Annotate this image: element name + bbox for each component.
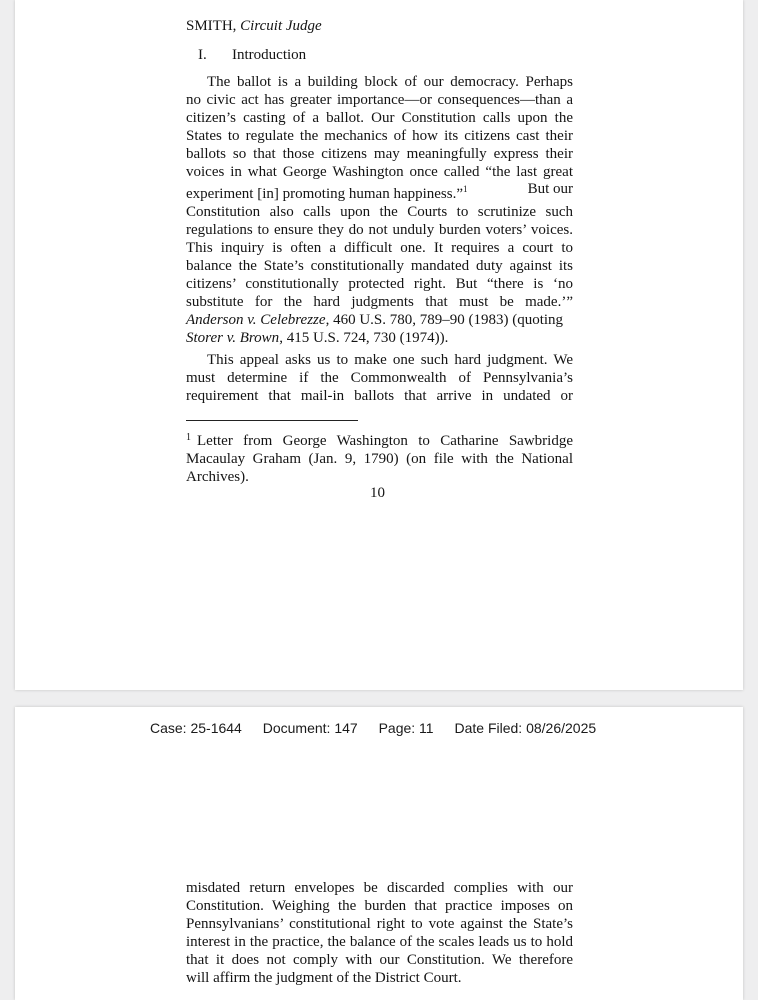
text-line: Pennsylvanians’ constitutional right to vote against the State’s — [186, 915, 573, 932]
text-line: substitute for the hard judgments that must be made.’” — [186, 293, 573, 310]
footnote-text: Letter from George Washington to Catharine Sawbridge — [197, 433, 573, 449]
document-page-10 — [15, 0, 743, 690]
section-title: Introduction — [232, 47, 307, 63]
footnote — [186, 429, 573, 486]
text-line: that it does not comply with our Constitution. We therefore — [186, 951, 573, 968]
footnote-line: Archives). — [186, 469, 249, 485]
text-line: interest in the practice, the balance of the scales leads us to hold — [186, 933, 573, 950]
footnote-number: 1 — [186, 432, 191, 443]
text-line: requirement that mail-in ballots that arrive in undated or — [186, 387, 573, 404]
text-line: The ballot is a building block of our democracy. Perhaps — [207, 74, 573, 90]
section-heading — [198, 47, 306, 64]
citation-line — [186, 312, 573, 330]
citation-line — [186, 330, 573, 348]
intro-paragraph-2 — [186, 352, 573, 406]
date-filed: Date Filed: 08/26/2025 — [454, 720, 597, 736]
footnote-ref[interactable]: 1 — [463, 184, 468, 195]
text-line: States to regulate the mechanics of how its citizens cast their — [186, 127, 573, 144]
judge-name: SMITH, — [186, 18, 237, 34]
case-number: Case: 25-1644 — [150, 720, 242, 736]
citation-text: , 460 U.S. 780, 789–90 (1983) (quoting — [325, 311, 564, 328]
document-page-11 — [15, 707, 743, 1000]
text-line: Constitution also calls upon the Courts to scrutinize such — [186, 204, 573, 221]
text-line: This inquiry is often a difficult one. It requires a court to — [186, 240, 573, 257]
footnote-line: Macaulay Graham (Jan. 9, 1790) (on file with the National — [186, 451, 573, 467]
text-line-with-footnote — [186, 181, 573, 204]
text-line: no civic act has greater importance—or consequences—than a — [186, 91, 573, 108]
text-line-tail: But our — [527, 181, 573, 198]
text-line: regulations to ensure they do not unduly burden voters’ voices. — [186, 222, 573, 239]
judge-title: Circuit Judge — [240, 18, 322, 34]
text-line: citizens’ constitutionally protected right. But “there is ‘no — [186, 275, 573, 292]
section-number: I. — [198, 47, 207, 63]
text-line: misdated return envelopes be discarded complies with our — [186, 880, 573, 896]
footnote-divider — [186, 420, 358, 421]
footnote-line — [186, 429, 573, 450]
intro-paragraph-1 — [186, 74, 573, 348]
text-line: citizen’s casting of a ballot. Our Constitution calls upon the — [186, 109, 573, 126]
citation-text: , 415 U.S. 724, 730 (1974)). — [279, 329, 449, 346]
page-label: Page: 11 — [378, 720, 434, 736]
document-number: Document: 147 — [262, 720, 358, 736]
text-line: will affirm the judgment of the District Court. — [186, 969, 462, 986]
page-number: 10 — [370, 485, 385, 501]
filing-header — [150, 720, 613, 736]
case-name-storer: Storer v. Brown — [186, 329, 280, 346]
text-line: This appeal asks us to make one such hard judgment. We — [207, 352, 573, 368]
text-line: balance the State’s constitutionally mandated duty against its — [186, 258, 573, 275]
text-line: experiment [in] promoting human happiness.” — [186, 186, 464, 203]
text-line: ballots so that those citizens may meaningfully express their — [186, 145, 573, 162]
continued-paragraph — [186, 880, 573, 987]
text-line: must determine if the Commonwealth of Pennsylvania’s — [186, 369, 573, 386]
text-line: voices in what George Washington once called “the last great — [186, 163, 573, 180]
text-line: Constitution. Weighing the burden that practice imposes on — [186, 897, 573, 914]
case-name-anderson: Anderson v. Celebrezze — [186, 311, 326, 328]
judge-heading — [186, 18, 322, 35]
